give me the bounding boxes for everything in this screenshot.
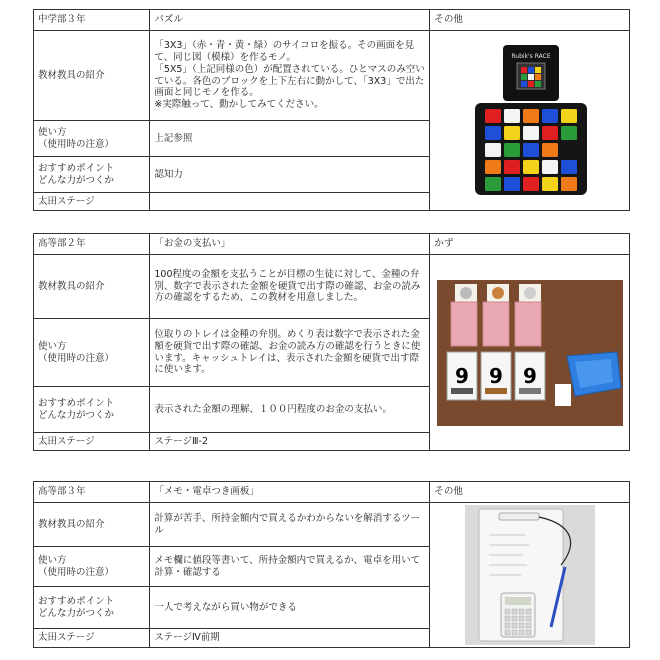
puzzle-tile <box>504 143 520 157</box>
category-cell: その他 <box>430 10 630 31</box>
calculator-key <box>519 623 524 628</box>
intro-label: 教材教具の紹介 <box>34 503 150 547</box>
usage-label: 使い方 （使用時の注意） <box>34 319 150 387</box>
category-cell: かず <box>430 234 630 255</box>
intro-label: 教材教具の紹介 <box>34 255 150 319</box>
intro-text: 「3X3」（赤・青・黄・緑）のサイコロを振る。その画面を見て、同じ図（模様）を作るモノ。 「5X5」（上記同様の色）が配置されている。ひとマスのみ空いている。各色のブロックを上下左右に動かして、「3X3」で出た画面と同じモノを作る。 ※実際触って、動かしてみてください。 <box>150 31 430 121</box>
place-value-tray <box>451 302 541 346</box>
usage-text: メモ欄に値段等書いて、所持金額内で買えるか、電卓を用いて計算・確認する <box>150 547 430 587</box>
puzzle-tile <box>561 126 577 140</box>
puzzle-tile <box>542 109 558 123</box>
puzzle-photo <box>453 41 607 201</box>
point-label: おすすめポイント どんな力がつくか <box>34 157 150 193</box>
puzzle-tile <box>523 177 539 191</box>
puzzle-tile <box>523 160 539 174</box>
category-cell: その他 <box>430 482 630 503</box>
flip-digit: 9 <box>522 363 537 388</box>
puzzle-tile <box>542 177 558 191</box>
point-text: 一人で考えながら買い物ができる <box>150 587 430 629</box>
usage-label: 使い方 （使用時の注意） <box>34 121 150 157</box>
puzzle-tile <box>542 160 558 174</box>
calculator-key <box>526 616 531 621</box>
title-cell: 「メモ・電卓つき画板」 <box>150 482 430 503</box>
calculator-key <box>505 609 510 614</box>
card-puzzle <box>33 9 630 211</box>
point-label: おすすめポイント どんな力がつくか <box>34 387 150 433</box>
card-money-payment <box>33 233 630 451</box>
stage-label: 太田ステージ <box>34 629 150 648</box>
stage-text: ステージⅣ前期 <box>150 629 430 648</box>
point-text: 認知力 <box>150 157 430 193</box>
calculator-key <box>505 623 510 628</box>
stage-label: 太田ステージ <box>34 433 150 451</box>
calculator-key <box>526 609 531 614</box>
puzzle-tile <box>542 143 558 157</box>
stage-label: 太田ステージ <box>34 193 150 211</box>
calculator-key <box>505 630 510 635</box>
puzzle-tile <box>504 177 520 191</box>
puzzle-tile <box>561 177 577 191</box>
title-cell: パズル <box>150 10 430 31</box>
calculator-key <box>512 609 517 614</box>
puzzle-tile <box>504 109 520 123</box>
calculator-key <box>526 623 531 628</box>
intro-text: 計算が苦手、所持金額内で買えるかわからないを解消するツール <box>150 503 430 547</box>
clipboard-illustration <box>465 505 595 645</box>
photo-cell <box>430 503 630 648</box>
money-materials-illustration <box>437 280 623 426</box>
flip-digit: 9 <box>488 363 503 388</box>
puzzle-tile <box>561 109 577 123</box>
puzzle-tile <box>523 109 539 123</box>
puzzle-tile <box>561 160 577 174</box>
point-text: 表示された金額の理解、１００円程度のお金の支払い。 <box>150 387 430 433</box>
grade-cell: 中学部３年 <box>34 10 150 31</box>
note-card <box>555 384 571 406</box>
puzzle-tile <box>504 160 520 174</box>
puzzle-tile <box>485 143 501 157</box>
title-cell: 「お金の支払い」 <box>150 234 430 255</box>
clipboard-photo <box>465 505 595 645</box>
calculator-key <box>512 623 517 628</box>
photo-cell <box>430 255 630 451</box>
calculator-key <box>505 616 510 621</box>
stage-text: ステージⅢ-2 <box>150 433 430 451</box>
puzzle-device-illustration <box>453 41 607 201</box>
puzzle-logo: Rubik's RACE <box>511 52 551 60</box>
calculator-key <box>519 616 524 621</box>
puzzle-tile <box>542 126 558 140</box>
usage-label: 使い方 （使用時の注意） <box>34 547 150 587</box>
puzzle-tile <box>523 143 539 157</box>
puzzle-tile <box>485 126 501 140</box>
grade-cell: 高等部２年 <box>34 234 150 255</box>
photo-cell <box>430 31 630 211</box>
calculator-key <box>519 609 524 614</box>
puzzle-tile <box>504 126 520 140</box>
usage-text: 上記参照 <box>150 121 430 157</box>
point-label: おすすめポイント どんな力がつくか <box>34 587 150 629</box>
puzzle-tile <box>485 177 501 191</box>
coin-cards <box>455 284 541 302</box>
flip-digit: 9 <box>454 363 469 388</box>
money-photo <box>437 280 623 426</box>
intro-label: 教材教具の紹介 <box>34 31 150 121</box>
intro-text: 100程度の金額を支払うことが目標の生徒に対して、金種の弁別、数字で表示された金額を硬貨で出す際の確認、お金の読み方の確認をするため、この教材を用意しました。 <box>150 255 430 319</box>
usage-text: 位取りのトレイは金種の弁別。めくり表は数字で表示された金額を硬貨で出す際の確認、お金の読み方の確認を行うときに使います。キャッシュトレイは、表示された金額を硬貨で出す際に使います。 <box>150 319 430 387</box>
grade-cell: 高等部３年 <box>34 482 150 503</box>
puzzle-tile <box>523 126 539 140</box>
puzzle-tile <box>485 109 501 123</box>
puzzle-tile <box>485 160 501 174</box>
calculator-key <box>512 616 517 621</box>
card-memo-calculator-board <box>33 481 630 648</box>
calculator-key <box>512 630 517 635</box>
calculator-key <box>519 630 524 635</box>
flip-number-cards <box>447 352 545 400</box>
stage-text <box>150 193 430 211</box>
calculator-key <box>526 630 531 635</box>
